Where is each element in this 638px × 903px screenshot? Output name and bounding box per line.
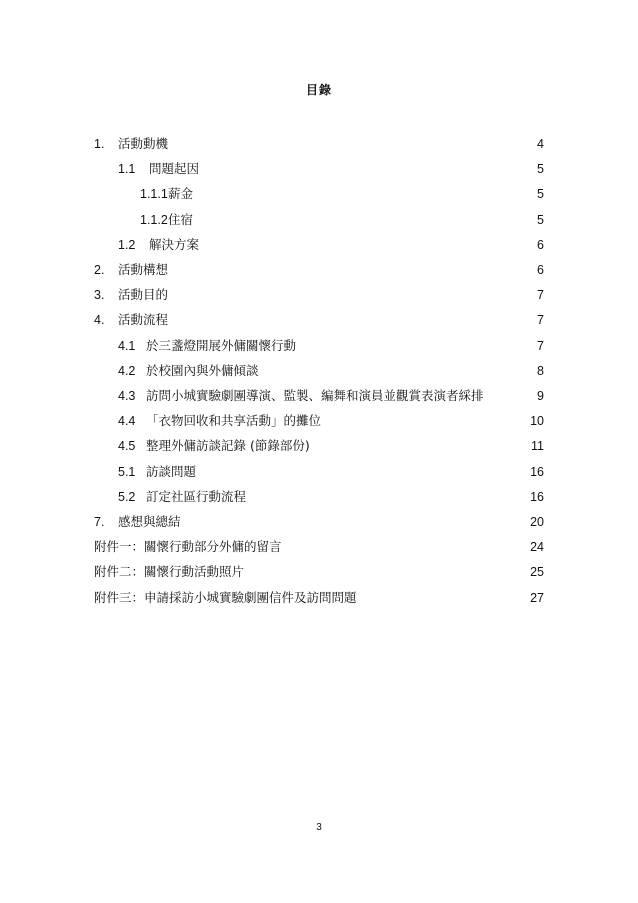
toc-entry (94, 210, 544, 230)
toc-entry-title: 問題起因 (149, 161, 200, 177)
toc-entry (94, 411, 544, 431)
toc-entry-page: 9 (537, 389, 544, 403)
toc-entry (94, 562, 544, 582)
toc-entry-page: 27 (530, 590, 544, 605)
toc-entry (94, 310, 544, 330)
toc-entry-number: 1.1.1 (140, 187, 168, 202)
toc-entry-page: 5 (537, 212, 544, 227)
toc-entry-number: 4.1 (118, 338, 136, 353)
toc-entry-page: 7 (537, 313, 544, 328)
toc-entry-title: 薪金 (168, 186, 194, 202)
toc-entry-page: 16 (530, 489, 544, 504)
toc-entry-page: 25 (530, 565, 544, 580)
toc-entry-number: 7. (94, 515, 105, 529)
toc-entry-title: 附件一：關懷行動部分外傭的留言 (94, 539, 282, 555)
toc-entry (94, 285, 544, 305)
toc-entry-number: 1.1.2 (140, 212, 168, 227)
toc-entry-title: 活動流程 (118, 312, 169, 328)
toc-entry-title: 於三盞燈開展外傭關懷行動 (146, 337, 297, 353)
toc-entry-page: 24 (530, 540, 544, 555)
toc-entry-number: 1. (94, 137, 105, 151)
toc-entry (94, 235, 544, 255)
toc-entry-number: 4.2 (118, 363, 136, 378)
toc-entry-page: 7 (537, 338, 544, 353)
toc-entry (94, 336, 544, 356)
toc-entry-title: 住宿 (168, 211, 194, 227)
toc-entry-page: 5 (537, 162, 544, 177)
toc-entry (94, 487, 544, 507)
toc-entry-title: 訂定社區行動流程 (146, 488, 247, 504)
toc-entry-page: 4 (537, 137, 544, 151)
toc-entry-page: 16 (530, 464, 544, 479)
toc-entry-title: 「衣物回收和共享活動」的攤位 (146, 413, 322, 429)
toc-entry-title: 活動構想 (118, 262, 169, 277)
toc-entry-page: 7 (537, 288, 544, 303)
toc-entry (94, 260, 544, 280)
toc-entry-title: 訪談問題 (146, 463, 197, 479)
toc-entry (94, 184, 544, 204)
toc-entry-page: 11 (531, 439, 544, 454)
toc-entry-title: 感想與總結 (118, 514, 181, 529)
toc-entry-page: 20 (530, 515, 544, 529)
toc-entry (94, 512, 544, 532)
toc-entry-title: 整理外傭訪談記錄 (節錄部份) (146, 438, 310, 454)
toc-entry-title: 活動目的 (118, 287, 169, 303)
toc-entry (94, 361, 544, 381)
toc-entry-page: 6 (537, 237, 544, 252)
toc-entry-number: 2. (94, 263, 105, 277)
toc-entry (94, 134, 544, 154)
toc-entry-number: 1.2 (118, 237, 136, 252)
toc-entry-page: 10 (530, 414, 544, 429)
toc-entry-title: 附件二：關懷行動活動照片 (94, 564, 245, 580)
toc-entry-title: 訪問小城實驗劇團導演、監製、編舞和演員並觀賞表演者綵排 (146, 388, 484, 403)
toc-entry-number: 4.3 (118, 389, 136, 403)
toc-entry-title: 活動動機 (118, 136, 169, 151)
page-number: 3 (316, 822, 322, 833)
toc-entry-title: 附件三：申請採訪小城實驗劇團信件及訪問問題 (94, 589, 357, 605)
toc-title: 目錄 (305, 83, 332, 97)
toc-entry-number: 4.5 (118, 439, 136, 454)
toc-entry-title: 解決方案 (149, 236, 200, 252)
toc-entry (94, 386, 544, 406)
toc-entry-number: 1.1 (118, 162, 136, 177)
toc-entry (94, 436, 544, 456)
toc-entry-page: 5 (537, 187, 544, 202)
toc-entry-number: 3. (94, 288, 105, 303)
toc-entry (94, 462, 544, 482)
toc-entry (94, 537, 544, 557)
toc-entry-number: 5.2 (118, 489, 136, 504)
toc-entry (94, 159, 544, 179)
toc-entry (94, 588, 544, 608)
toc-entry-page: 6 (537, 263, 544, 277)
toc-entry-title: 於校園內與外傭傾談 (146, 362, 259, 378)
toc-entry-number: 5.1 (118, 464, 136, 479)
toc-entry-number: 4.4 (118, 414, 136, 429)
toc-entry-page: 8 (537, 363, 544, 378)
toc-entry-number: 4. (94, 313, 105, 328)
